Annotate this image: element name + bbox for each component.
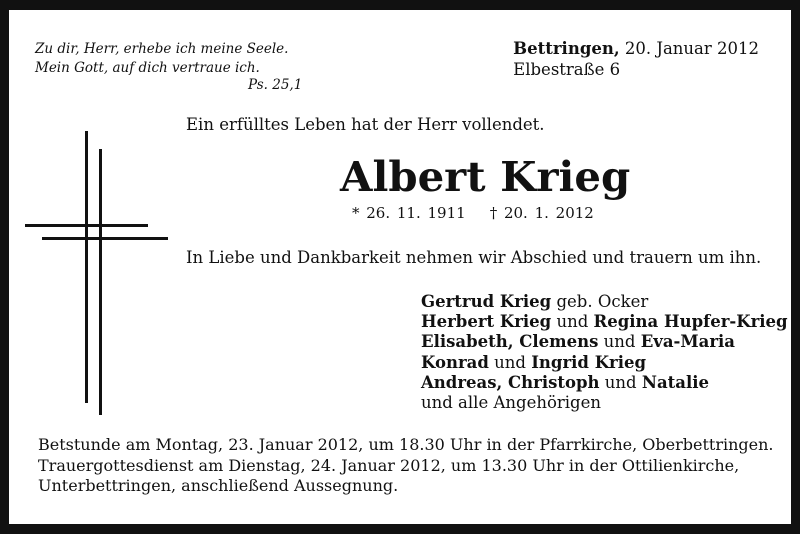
cross-vertical-right xyxy=(99,149,102,415)
mourner-row xyxy=(421,312,788,332)
conjunction: und xyxy=(551,312,594,332)
conjunction: und xyxy=(598,332,641,352)
conjunction: und xyxy=(599,372,642,392)
mourner-note: geb. Ocker xyxy=(551,292,649,311)
cross-horizontal-bottom xyxy=(42,237,168,240)
mourner-row xyxy=(421,373,788,393)
place-date-line xyxy=(513,38,759,59)
verse-reference: Ps. 25,1 xyxy=(248,77,303,93)
mourner-row: und alle Angehörigen xyxy=(421,393,602,413)
street-address: Elbestraße 6 xyxy=(513,60,621,79)
service-line-3: Unterbettringen, anschließend Aussegnung. xyxy=(38,476,399,495)
bible-verse xyxy=(35,40,303,93)
deceased-name: Albert Krieg xyxy=(340,153,631,201)
mourner-name: Herbert Krieg xyxy=(421,312,552,332)
mourner-row xyxy=(421,292,788,312)
service-line-1: Betstunde am Montag, 23. Januar 2012, um 18.30 Uhr in der Pfarrkirche, Oberbettringen. xyxy=(38,435,774,454)
mourner-name: Elisabeth, Clemens xyxy=(421,332,599,352)
mourners-list xyxy=(421,292,788,413)
mourner-name: Gertrud Krieg xyxy=(421,292,552,311)
cross-horizontal-top xyxy=(25,224,148,227)
conjunction: und xyxy=(488,352,532,372)
city: Bettringen, xyxy=(513,39,620,58)
mourner-name: Andreas, Christoph xyxy=(421,372,600,392)
verse-line-2: Mein Gott, auf dich vertraue ich. xyxy=(35,60,260,76)
mourning-text: In Liebe und Dankbarkeit nehmen wir Abschied und trauern um ihn. xyxy=(186,248,762,267)
mourner-name: Eva-Maria xyxy=(640,332,735,352)
intro-text: Ein erfülltes Leben hat der Herr vollendet. xyxy=(186,115,545,134)
birth-date: * 26. 11. 1911 xyxy=(352,204,466,222)
service-line-2: Trauergottesdienst am Dienstag, 24. Januar 2012, um 13.30 Uhr in der Ottilienkirche, xyxy=(38,455,740,475)
verse-line-1: Zu dir, Herr, erhebe ich meine Seele. xyxy=(35,41,289,57)
mourner-name: Konrad xyxy=(421,352,489,372)
mourner-row xyxy=(421,353,788,373)
service-info xyxy=(38,435,774,497)
death-date: † 20. 1. 2012 xyxy=(489,204,594,222)
mourner-name: Natalie xyxy=(641,372,709,392)
mourner-name: Regina Hupfer-Krieg xyxy=(593,312,788,332)
mourner-name: Ingrid Krieg xyxy=(531,352,647,372)
mourner-row xyxy=(421,332,788,352)
cross-vertical-left xyxy=(85,131,88,403)
life-dates xyxy=(352,204,594,222)
notice-date: 20. Januar 2012 xyxy=(619,39,759,58)
place-and-date xyxy=(513,38,759,80)
